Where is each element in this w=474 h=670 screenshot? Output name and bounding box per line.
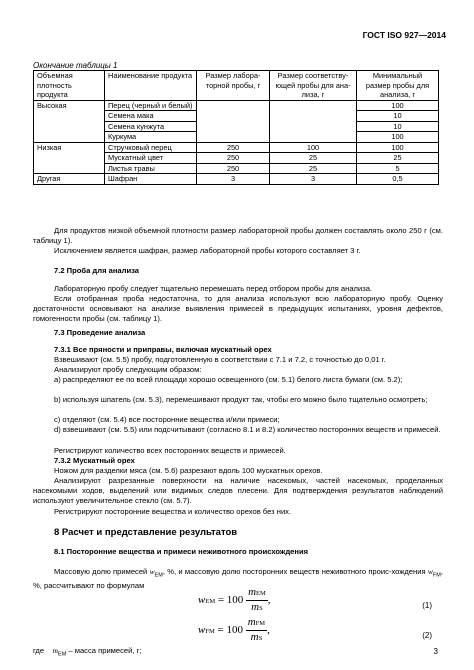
- text-run: Массовую долю примесей: [54, 567, 150, 576]
- table-cell: Шафран: [105, 174, 197, 185]
- table-cell: 3: [197, 174, 270, 185]
- table-cell: 100: [270, 142, 357, 153]
- formula-tail: ,: [267, 594, 271, 607]
- table-header-cell: Объемная плотность продукта: [34, 71, 105, 101]
- list-item: b) используя шпатель (см. 5.3), перемешивают продукт так, чтобы его можно было тщательно осмотреть;: [54, 395, 428, 404]
- table-cell: 100: [357, 132, 439, 143]
- table-row: [34, 100, 439, 111]
- list-item: а) распределяют ее по всей площади хорошо освещенного (см. 5.1) белого листа бумаги (см. 5.2);: [54, 375, 403, 384]
- table-header-cell: Минимальный размер пробы для анализа, г: [357, 71, 439, 101]
- table-header-cell: Размер соответству-ющей пробы для ана-лиза, г: [270, 71, 357, 101]
- where-line: [33, 646, 233, 660]
- subsection-heading: 7.3.1 Все пряности и приправы, включая мускатный орех: [54, 345, 272, 354]
- denominator-subscript: S: [259, 605, 263, 612]
- table-cell: 10: [357, 111, 439, 122]
- text-run: , %, рассчитывают по формулам: [33, 567, 443, 590]
- formula-eq: = 100: [217, 594, 244, 607]
- table-cell: Другая: [34, 174, 105, 185]
- table-header-row: [34, 71, 439, 101]
- table-cell: 25: [357, 153, 439, 164]
- numerator-subscript: EM: [256, 590, 266, 597]
- denominator-var: m: [251, 601, 260, 613]
- section-heading: 8 Расчет и представление результатов: [54, 527, 238, 538]
- table-1: [33, 70, 439, 185]
- table-cell: Высокая: [34, 100, 105, 142]
- denominator-subscript: S: [258, 635, 263, 642]
- paragraph: Если отобранная проба недостаточна, то для анализа используют всю лабораторную пробу. Оценку достаточности основывают на анализе выявления примесей в предыдущих испытаниях, уровня дефектов, гомогенности пробы (см. таблицу 1).: [33, 294, 443, 323]
- table-cell: Стручковый перец: [105, 142, 197, 153]
- formula-eq: = 100: [217, 624, 243, 637]
- table-cell: Листья травы: [105, 163, 197, 174]
- fraction-numerator: [246, 586, 268, 601]
- fraction: [246, 616, 267, 645]
- paragraph: Ножом для разделки мяса (см. 5.6) разрезают вдоль 100 мускатных орехов.: [54, 466, 323, 475]
- formula-lhs-subscript: EM: [205, 598, 216, 606]
- table-cell: Семена мака: [105, 111, 197, 122]
- table-cell: Мускатный цвет: [105, 153, 197, 164]
- text-run: , %, и массовую долю посторонних веществ неживотного проис-хождения: [162, 567, 428, 576]
- page-number: 3: [433, 647, 438, 656]
- section-heading: 7.3 Проведение анализа: [54, 328, 146, 337]
- table-cell: Перец (черный и белый): [105, 100, 197, 111]
- variable: m: [52, 646, 59, 655]
- list-item: с) отделяют (см. 5.4) все посторонние вещества и/или примеси;: [54, 415, 280, 424]
- formula-lhs: w: [198, 594, 206, 607]
- formula-1: [198, 586, 271, 615]
- variable-subscript: EM: [154, 572, 163, 579]
- table-cell: 25: [270, 153, 357, 164]
- subsection-heading: 8.1 Посторонние вещества и примеси неживотного происхождения: [54, 547, 309, 556]
- numerator-subscript: FM: [255, 620, 266, 627]
- equation-number: (2): [422, 631, 432, 640]
- paragraph: Анализируют разрезанные поверхности на наличие насекомых, частей насекомых, проделанных насекомыми ходов, выделений или видимых следов плесени. Для подтверждения результатов наблюдений используют увеличительное стекло (см. 5.7).: [33, 476, 443, 505]
- table-cell: 0,5: [357, 174, 439, 185]
- fraction-numerator: [246, 616, 267, 631]
- variable-subscript: FM: [432, 572, 441, 579]
- section-heading: 7.2 Проба для анализа: [54, 266, 140, 275]
- table-cell: 25: [270, 163, 357, 174]
- formula-tail: ,: [267, 624, 270, 637]
- numerator-var: m: [247, 616, 256, 628]
- paragraph: Взвешивают (см. 5.5) пробу, подготовленную в соответствии с 7.1 и 7.2, с точностью до 0,01 г.: [54, 355, 386, 364]
- standard-header: ГОСТ ISO 927—2014: [362, 30, 446, 40]
- table-cell: Семена кунжута: [105, 121, 197, 132]
- table-cell: [270, 100, 357, 142]
- table-cell: 250: [197, 163, 270, 174]
- paragraph: Лабораторную пробу следует тщательно перемешать перед отбором пробы для анализа.: [54, 284, 373, 293]
- table-cell: 100: [357, 100, 439, 111]
- subsection-heading: 7.3.2 Мускатный орех: [54, 456, 135, 465]
- table-cell: [197, 100, 270, 142]
- table-cell: Низкая: [34, 142, 105, 174]
- paragraph: Исключением является шафран, размер лабораторной пробы которого составляет 3 г.: [54, 246, 361, 255]
- equation-number: (1): [422, 601, 432, 610]
- fraction-denominator: [246, 601, 268, 615]
- table-cell: 5: [357, 163, 439, 174]
- variable: w: [149, 567, 155, 576]
- paragraph: Регистрируют посторонние вещества и количество орехов без них.: [54, 507, 292, 516]
- where-text: – масса примесей, г;: [68, 646, 142, 655]
- table-cell: Куркума: [105, 132, 197, 143]
- where-word: где: [33, 646, 45, 655]
- numerator-var: m: [248, 586, 257, 598]
- list-item: d) взвешивают (см. 5.5) или подсчитывают (согласно 8.1 и 8.2) количество посторонних веществ и примесей.: [54, 425, 441, 434]
- table-cell: 250: [197, 153, 270, 164]
- table-caption: Окончание таблицы 1: [33, 61, 118, 70]
- table-cell: 250: [197, 142, 270, 153]
- table-row: [34, 142, 439, 153]
- table-cell: 10: [357, 121, 439, 132]
- variable-subscript: EM: [58, 651, 67, 658]
- table-cell: 3: [270, 174, 357, 185]
- formula-lhs-subscript: FM: [205, 628, 215, 636]
- paragraph: Регистрируют количество всех посторонних веществ и примесей.: [54, 446, 286, 455]
- variable: w: [427, 567, 433, 576]
- fraction: [246, 586, 268, 615]
- table-row: [34, 174, 439, 185]
- table-header-cell: Размер лабора-торной пробы, г: [197, 71, 270, 101]
- fraction-denominator: [246, 631, 267, 645]
- formula-2: [198, 616, 270, 645]
- table-cell: 100: [357, 142, 439, 153]
- table-header-cell: Наименование продукта: [105, 71, 197, 101]
- paragraph: Для продуктов низкой объемной плотности размер лабораторной пробы должен составлять около 250 г (см. таблицу 1).: [33, 226, 443, 245]
- denominator-var: m: [250, 631, 259, 643]
- formula-lhs: w: [198, 624, 206, 637]
- paragraph: Анализируют пробу следующим образом:: [54, 365, 202, 374]
